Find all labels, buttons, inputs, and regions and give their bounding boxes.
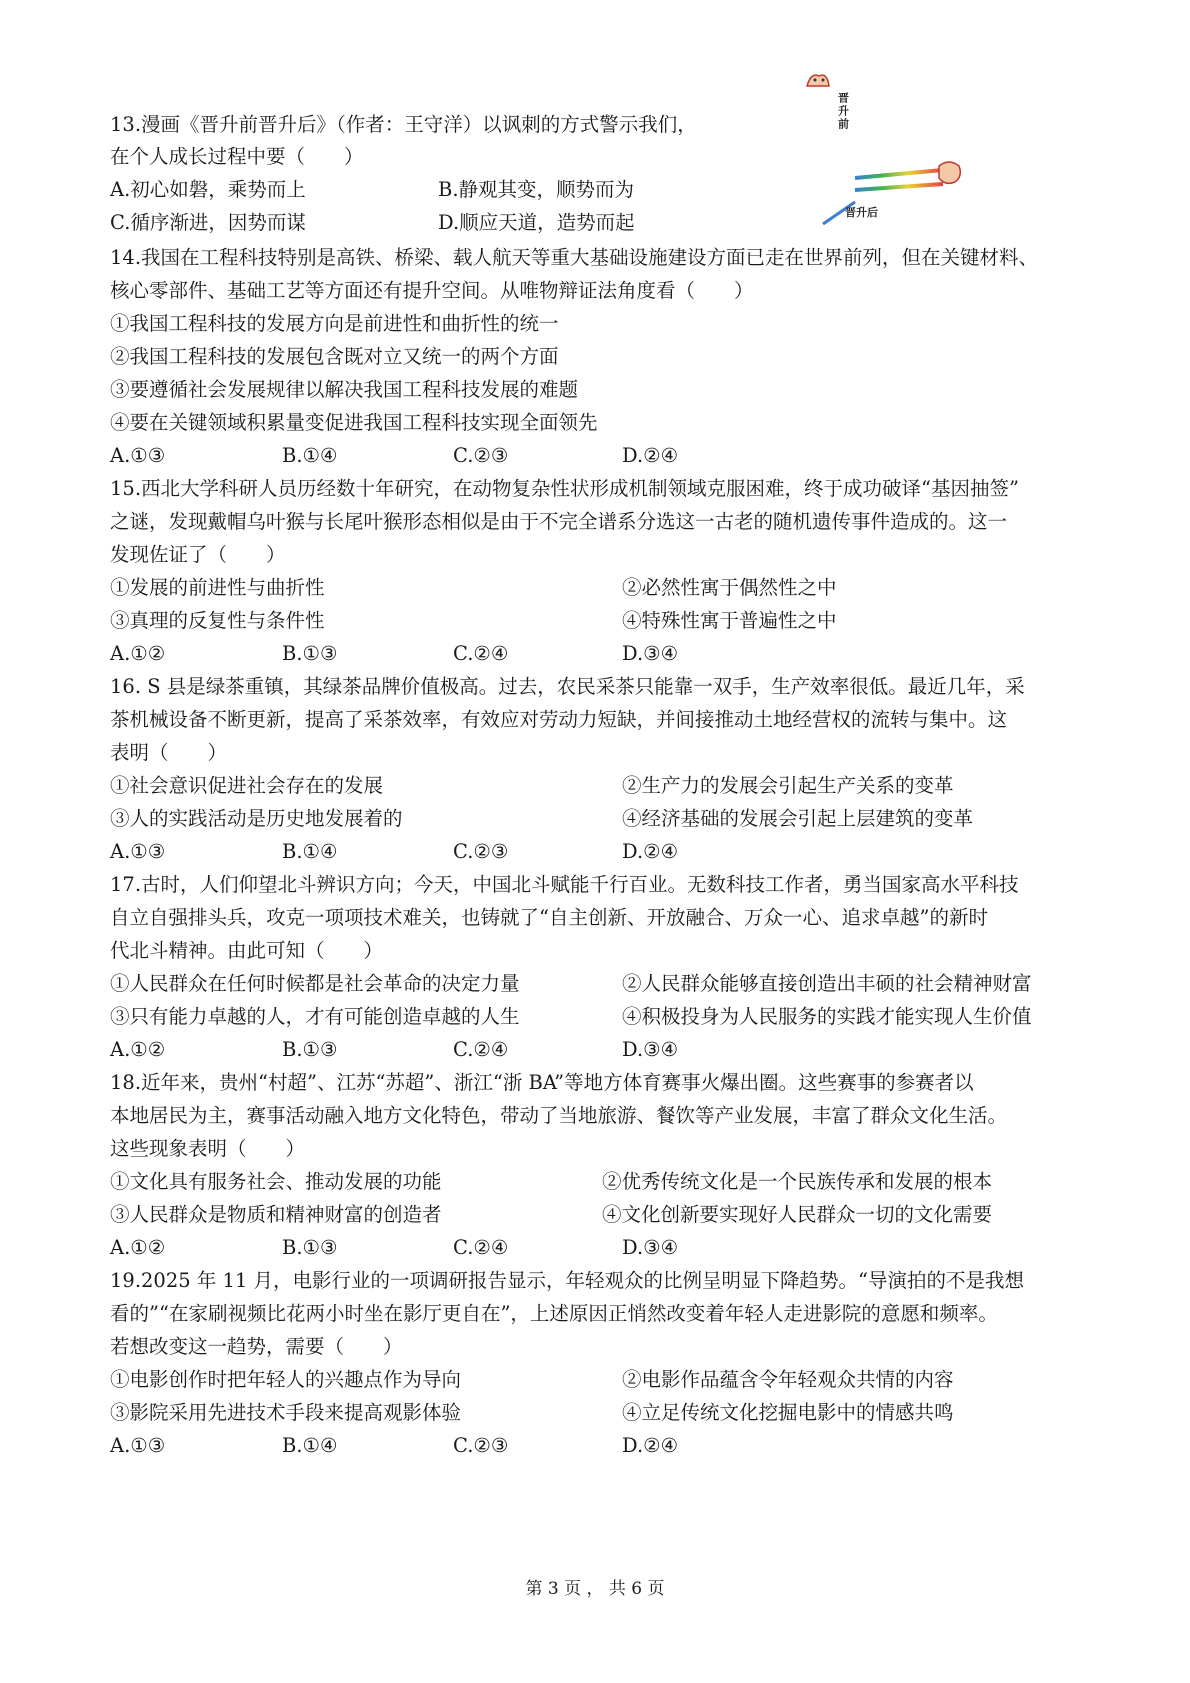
q16-item-4: ④经济基础的发展会引起上层建筑的变革 [622,807,974,830]
q18-option-a: A.①② [110,1236,166,1259]
q19-stem-line3: 若想改变这一趋势，需要（ ） [110,1335,403,1358]
q15-option-d: D.③④ [622,642,679,665]
q19-stem-line1: 19.2025 年 11 月，电影行业的一项调研报告显示，年轻观众的比例呈明显下降趋势。“导演拍的不是我想 [110,1269,1025,1292]
q18-stem-line1: 18.近年来，贵州“村超”、江苏“苏超”、浙江“浙 BA”等地方体育赛事火爆出圈。这些赛事的参赛者以 [110,1071,974,1094]
q15-option-b: B.①③ [282,642,338,665]
q13-stem-line1: 13.漫画《晋升前晋升后》（作者：王守洋）以讽刺的方式警示我们， [110,113,697,136]
q16-option-b: B.①④ [282,840,338,863]
q19-option-a: A.①③ [110,1434,166,1457]
q19-stem-line2: 看的”“在家刷视频比花两小时坐在影厅更自在”，上述原因正悄然改变着年轻人走进影院的意愿和频率。 [110,1302,998,1325]
q19-item-4: ④立足传统文化挖掘电影中的情感共鸣 [622,1401,954,1424]
q19-item-1: ①电影创作时把年轻人的兴趣点作为导向 [110,1368,462,1391]
q15-item-2: ②必然性寓于偶然性之中 [622,576,837,599]
q16-stem-line2: 茶机械设备不断更新，提高了采茶效率，有效应对劳动力短缺，并间接推动土地经营权的流转与集中。这 [110,708,1008,731]
q15-option-a: A.①② [110,642,166,665]
q14-option-b: B.①④ [282,444,338,467]
q13-option-d: D.顺应天道，造势而起 [438,211,635,234]
q18-item-3: ③人民群众是物质和精神财富的创造者 [110,1203,442,1226]
q17-item-2: ②人民群众能够直接创造出丰硕的社会精神财富 [622,972,1032,995]
q15-item-4: ④特殊性寓于普遍性之中 [622,609,837,632]
q14-item-4: ④要在关键领域积累量变促进我国工程科技实现全面领先 [110,411,598,434]
q13-stem-line2: 在个人成长过程中要（ ） [110,145,364,168]
q19-option-d: D.②④ [622,1434,679,1457]
q13-option-c: C.循序渐进，因势而谋 [110,211,306,234]
q18-item-2: ②优秀传统文化是一个民族传承和发展的根本 [602,1170,993,1193]
q15-stem-line2: 之谜，发现戴帽乌叶猴与长尾叶猴形态相似是由于不完全谱系分选这一古老的随机遗传事件造成的。这一 [110,510,1008,533]
q13-option-b: B.静观其变，顺势而为 [438,178,635,201]
q16-option-d: D.②④ [622,840,679,863]
q14-item-2: ②我国工程科技的发展包含既对立又统一的两个方面 [110,345,559,368]
q19-option-c: C.②③ [453,1434,509,1457]
q16-item-3: ③人的实践活动是历史地发展着的 [110,807,403,830]
q18-option-b: B.①③ [282,1236,338,1259]
q17-item-4: ④积极投身为人民服务的实践才能实现人生价值 [622,1005,1032,1028]
q15-stem-line1: 15.西北大学科研人员历经数十年研究，在动物复杂性状形成机制领域克服困难，终于成功破译“基因抽签” [110,477,1019,500]
q15-item-1: ①发展的前进性与曲折性 [110,576,325,599]
q14-stem-line1: 14.我国在工程科技特别是高铁、桥梁、载人航天等重大基础设施建设方面已走在世界前列，但在关键材料、 [110,246,1039,269]
label-after: 晋升后 [845,206,878,219]
q16-option-a: A.①③ [110,840,166,863]
q14-stem-line2: 核心零部件、基础工艺等方面还有提升空间。从唯物辩证法角度看（ ） [110,279,754,302]
q14-option-d: D.②④ [622,444,679,467]
q18-item-1: ①文化具有服务社会、推动发展的功能 [110,1170,442,1193]
q15-stem-line3: 发现佐证了（ ） [110,543,286,566]
q16-item-1: ①社会意识促进社会存在的发展 [110,774,384,797]
ladder-cartoon-drawing [793,66,973,256]
q14-option-a: A.①③ [110,444,166,467]
q14-item-3: ③要遵循社会发展规律以解决我国工程科技发展的难题 [110,378,579,401]
q14-option-c: C.②③ [453,444,509,467]
q18-option-d: D.③④ [622,1236,679,1259]
q17-option-c: C.②④ [453,1038,509,1061]
label-before: 晋升前 [836,92,850,131]
q17-stem-line3: 代北斗精神。由此可知（ ） [110,939,384,962]
page-footer: 第 3 页 ， 共 6 页 [525,1579,665,1599]
q17-stem-line1: 17.古时，人们仰望北斗辨识方向；今天，中国北斗赋能千行百业。无数科技工作者，勇当国家高水平科技 [110,873,1019,896]
q17-item-1: ①人民群众在任何时候都是社会革命的决定力量 [110,972,520,995]
q17-option-a: A.①② [110,1038,166,1061]
q13-option-a: A.初心如磐，乘势而上 [110,178,306,201]
q15-item-3: ③真理的反复性与条件性 [110,609,325,632]
q18-option-c: C.②④ [453,1236,509,1259]
q17-option-d: D.③④ [622,1038,679,1061]
q18-stem-line2: 本地居民为主，赛事活动融入地方文化特色，带动了当地旅游、餐饮等产业发展，丰富了群众文化生活。 [110,1104,1008,1127]
q16-stem-line1: 16. S 县是绿茶重镇，其绿茶品牌价值极高。过去，农民采茶只能靠一双手，生产效率很低。最近几年，采 [110,675,1025,698]
q18-stem-line3: 这些现象表明（ ） [110,1137,306,1160]
q17-item-3: ③只有能力卓越的人，才有可能创造卓越的人生 [110,1005,520,1028]
q15-option-c: C.②④ [453,642,509,665]
q16-stem-line3: 表明（ ） [110,741,228,764]
q19-option-b: B.①④ [282,1434,338,1457]
q14-item-1: ①我国工程科技的发展方向是前进性和曲折性的统一 [110,312,559,335]
q17-stem-line2: 自立自强排头兵，攻克一项项技术难关，也铸就了“自主创新、开放融合、万众一心、追求卓越”的新时 [110,906,988,929]
q16-option-c: C.②③ [453,840,509,863]
q19-item-3: ③影院采用先进技术手段来提高观影体验 [110,1401,462,1424]
q19-item-2: ②电影作品蕴含令年轻观众共情的内容 [622,1368,954,1391]
q18-item-4: ④文化创新要实现好人民群众一切的文化需要 [602,1203,993,1226]
q17-option-b: B.①③ [282,1038,338,1061]
q16-item-2: ②生产力的发展会引起生产关系的变革 [622,774,954,797]
ladder-cartoon [793,66,973,256]
